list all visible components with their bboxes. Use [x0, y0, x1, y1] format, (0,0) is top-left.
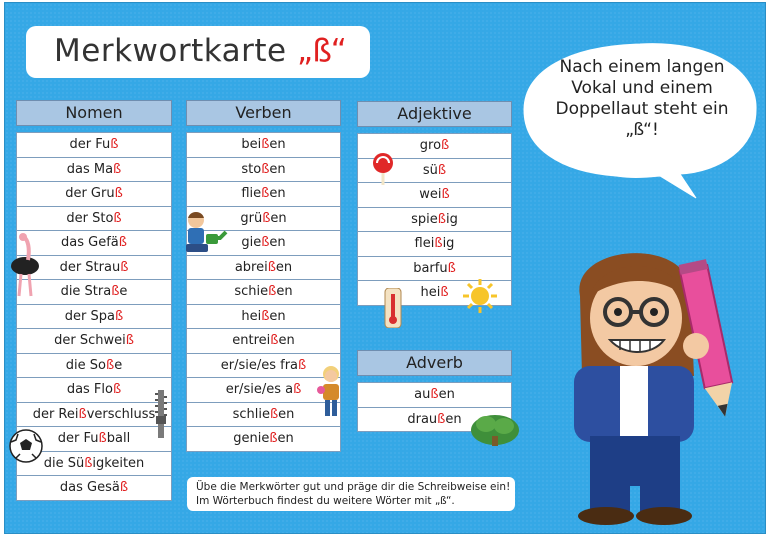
- nomen-word: der Spaß: [17, 305, 171, 330]
- verben-word: schießen: [187, 280, 340, 305]
- highlight-letter: ß: [261, 235, 270, 250]
- child-icon: [316, 364, 346, 420]
- adjektive-word: süß: [358, 159, 511, 184]
- nomen-header: Nomen: [16, 100, 172, 126]
- nomen-word: das Gefäß: [17, 231, 171, 256]
- verben-word: gießen: [187, 231, 340, 256]
- adjektive-word: spießig: [358, 208, 511, 233]
- ostrich-icon: [8, 232, 42, 298]
- adjektive-word: groß: [358, 134, 511, 159]
- adjektive-word: heiß: [420, 285, 449, 300]
- highlight-letter: ß: [106, 357, 115, 373]
- adjektive-header: Adjektive: [357, 101, 512, 127]
- girl-with-pencil-icon: [560, 236, 750, 526]
- nomen-word: die Soße: [17, 354, 171, 379]
- adverb-word: außen: [358, 383, 511, 408]
- nomen-word: das Gesäß: [59, 480, 129, 495]
- highlight-letter: ß: [262, 210, 271, 226]
- highlight-letter: ß: [125, 333, 134, 348]
- nomen-word: der Stoß: [17, 207, 171, 232]
- highlight-letter: ß: [115, 308, 124, 324]
- highlight-letter: ß: [434, 236, 443, 251]
- highlight-letter: ß: [120, 259, 129, 275]
- note-line-1: Übe die Merkwörter gut und präge dir die Schreibweise ein!: [196, 481, 511, 493]
- verben-word: er/sie/es aß: [187, 378, 340, 403]
- highlight-letter: ß: [268, 284, 277, 299]
- zipper-icon: [152, 390, 170, 440]
- verben-word: stoßen: [187, 158, 340, 183]
- highlight-letter: ß: [437, 411, 446, 427]
- highlight-letter: ß: [437, 211, 446, 227]
- bush-icon: [470, 410, 520, 446]
- page-title: Merkwortkarte „ß“: [54, 33, 348, 69]
- verben-word: schließen: [187, 403, 340, 428]
- verben-word: abreißen: [187, 256, 340, 281]
- nomen-word: die Straße: [17, 280, 171, 305]
- highlight-letter: ß: [447, 260, 456, 276]
- highlight-letter: ß: [113, 210, 122, 226]
- highlight-letter: ß: [261, 308, 270, 324]
- boy-watering-icon: [182, 210, 230, 258]
- highlight-letter: ß: [98, 431, 107, 446]
- soccer-ball-icon: [8, 428, 44, 464]
- sun-icon: [462, 278, 498, 314]
- title-letter: „ß“: [296, 33, 348, 69]
- highlight-letter: ß: [118, 235, 127, 250]
- verben-word: entreißen: [187, 329, 340, 354]
- nomen-word: der Reißverschluss: [17, 403, 171, 428]
- adverb-header: Adverb: [357, 350, 512, 376]
- verben-word: er/sie/es fraß: [187, 354, 340, 379]
- highlight-letter: ß: [269, 406, 279, 422]
- verben-word: genießen: [233, 431, 294, 446]
- nomen-word: der Gruß: [17, 182, 171, 207]
- highlight-letter: ß: [437, 162, 447, 178]
- highlight-letter: ß: [270, 333, 279, 348]
- adjektive-word: barfuß: [358, 257, 511, 282]
- highlight-letter: ß: [78, 406, 87, 422]
- note-line-2: Im Wörterbuch findest du weitere Wörter mit „ß“.: [196, 495, 455, 507]
- highlight-letter: ß: [293, 382, 302, 397]
- highlight-letter: ß: [441, 187, 450, 202]
- nomen-word: das Maß: [17, 158, 171, 183]
- nomen-word: der Schweiß: [17, 329, 171, 354]
- highlight-letter: ß: [269, 431, 278, 446]
- nomen-word: die Süßigkeiten: [17, 452, 171, 477]
- highlight-letter: ß: [113, 161, 122, 177]
- highlight-letter: ß: [441, 138, 450, 153]
- highlight-letter: ß: [84, 455, 93, 471]
- highlight-letter: ß: [261, 161, 270, 177]
- highlight-letter: ß: [440, 285, 449, 300]
- highlight-letter: ß: [112, 382, 122, 397]
- verben-header: Verben: [186, 100, 341, 126]
- nomen-word: das Floß: [17, 378, 171, 403]
- verben-word: heißen: [187, 305, 340, 330]
- highlight-letter: ß: [298, 357, 307, 373]
- highlight-letter: ß: [110, 137, 119, 152]
- nomen-word: der Strauß: [17, 256, 171, 281]
- highlight-letter: ß: [119, 480, 129, 495]
- verben-word: grüßen: [187, 207, 340, 232]
- highlight-letter: ß: [114, 186, 123, 201]
- adjektive-word: fleißig: [358, 232, 511, 257]
- highlight-letter: ß: [261, 186, 270, 201]
- bubble-text: Nach einem langen Vokal und einem Doppellaut steht ein „ß“!: [555, 57, 729, 140]
- thermometer-icon: [383, 288, 403, 328]
- nomen-word: der Fußball: [17, 427, 171, 452]
- highlight-letter: ß: [111, 284, 120, 299]
- adjektive-word: weiß: [358, 183, 511, 208]
- nomen-word: der Fuß: [17, 133, 171, 158]
- highlight-letter: ß: [430, 387, 439, 402]
- note-text: [196, 480, 516, 508]
- highlight-letter: ß: [267, 259, 276, 275]
- verben-word: fließen: [187, 182, 340, 207]
- verben-word: beißen: [187, 133, 340, 158]
- highlight-letter: ß: [261, 137, 270, 152]
- lollipop-icon: [372, 152, 394, 186]
- adverb-word: draußen: [407, 411, 462, 427]
